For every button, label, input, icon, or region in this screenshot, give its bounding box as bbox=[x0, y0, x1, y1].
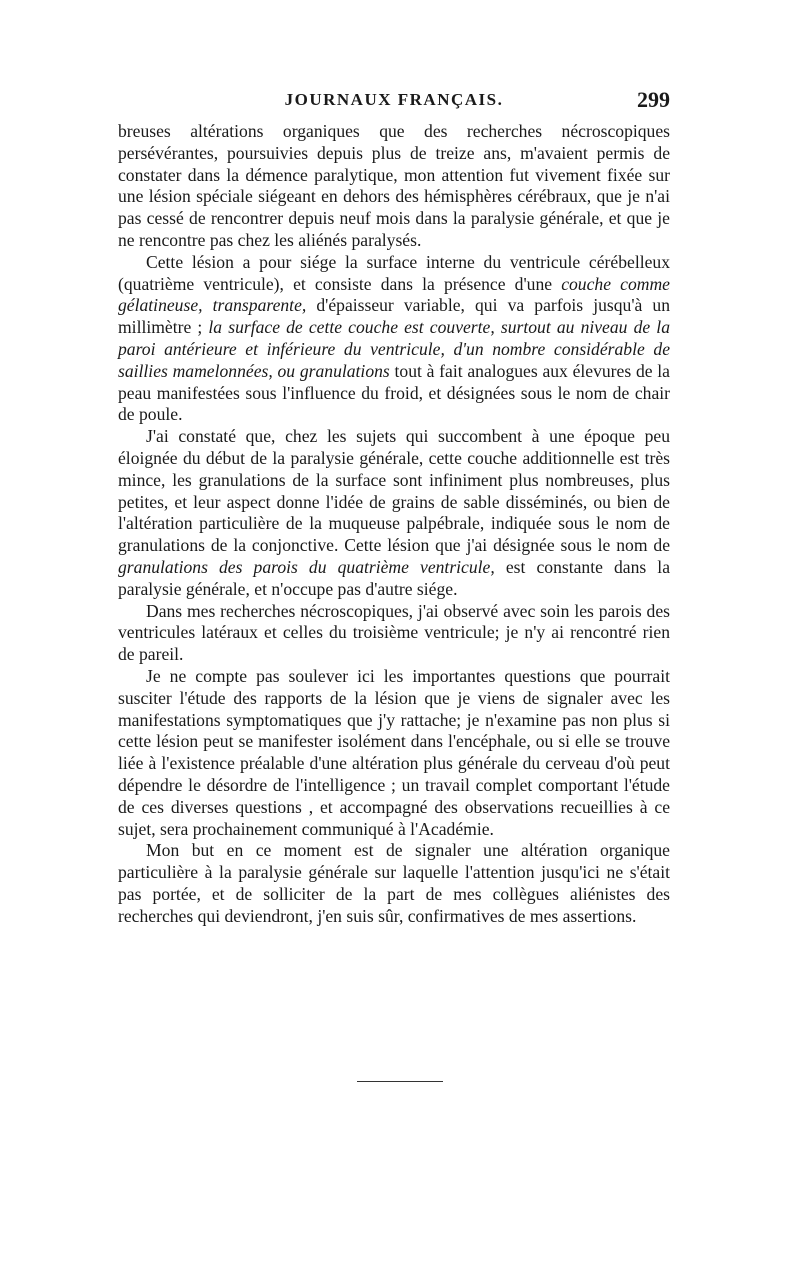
paragraph-2-text-3: tout à fait analogues aux élevures de la peau manifestées sous l'influence du froid, et désignées sous le nom de chair de poule. bbox=[118, 360, 670, 425]
paragraph-2 bbox=[118, 252, 670, 426]
paragraph-5: Je ne compte pas soulever ici les importantes questions que pourrait susciter l'étude des rapports de la lésion que je viens de signaler avec les manifestations symptomatiques que j'y rattache; je n'examine pas non plus si cette lésion peut se manifester isolément dans l'encéphale, ou si elle se trouve liée à l'existence préalable d'une altération plus générale du cerveau d'où peut dépendre le désordre de l'intelligence ; un travail complet comportant l'étude de ces diverses questions , et accompagné des observations recueillies à ce sujet, sera prochainement communiqué à l'Académie. bbox=[118, 665, 670, 839]
running-head bbox=[118, 87, 670, 120]
paragraph-2-italic-2: la surface de cette couche est couverte, surtout au niveau de la paroi antérieure et inférieure du ventricule, d'un nombre considérable de saillies mamelonnées, ou granulations bbox=[118, 317, 670, 381]
paragraph-3 bbox=[118, 426, 670, 600]
paragraph-2-text-1: Cette lésion a pour siége la surface interne du ventricule cérébelleux (quatrième ventricule), et consiste dans la présence d'une bbox=[118, 251, 670, 294]
paragraph-3-italic-1: granulations des parois du quatrième ventricule, bbox=[118, 556, 495, 577]
page-number: 299 bbox=[637, 87, 670, 112]
paragraph-2-text-2: d'épaisseur variable, qui va parfois jusqu'à un millimètre ; bbox=[118, 295, 670, 338]
running-title: JOURNAUX FRANÇAIS. bbox=[284, 90, 504, 109]
paragraph-3-text-1: J'ai constaté que, chez les sujets qui succombent à une époque peu éloignée du début de la paralysie générale, cette couche additionnelle est très mince, les granulations de la surface sont infiniment plus nombreuses, plus petites, et leur aspect donne l'idée de grains de sable disséminés, ou bien de l'altération particulière de la muqueuse palpébrale, indiquée sous le nom de granulations de la conjonctive. Cette lésion que j'ai désignée sous le nom de bbox=[118, 426, 670, 556]
closing-rule bbox=[357, 1081, 443, 1082]
body-text bbox=[118, 121, 670, 927]
paragraph-2-italic-1: couche comme gélatineuse, transparente, bbox=[118, 273, 670, 316]
paragraph-6: Mon but en ce moment est de signaler une altération organique particulière à la paralysie générale sur laquelle l'attention jusqu'ici ne s'était pas portée, et de solliciter de la part de mes collègues aliénistes des recherches qui deviendront, j'en suis sûr, confirmatives de mes assertions. bbox=[118, 840, 670, 926]
paragraph-1: breuses altérations organiques que des recherches nécroscopiques persévérantes, poursuivies depuis plus de treize ans, m'avaient permis de constater dans la démence paralytique, mon attention fut vivement fixée sur une lésion spéciale siégeant en dehors des hémisphères cérébraux, que je n'ai pas cessé de rencontrer depuis neuf mois dans la paralysie générale, et que je ne rencontre pas chez les aliénés paralysés. bbox=[118, 121, 670, 250]
paragraph-4: Dans mes recherches nécroscopiques, j'ai observé avec soin les parois des ventricules latéraux et celles du troisième ventricule; je n'y ai rencontré rien de pareil. bbox=[118, 600, 670, 665]
paragraph-3-text-2: est constante dans la paralysie générale, et n'occupe pas d'autre siége. bbox=[118, 556, 670, 599]
